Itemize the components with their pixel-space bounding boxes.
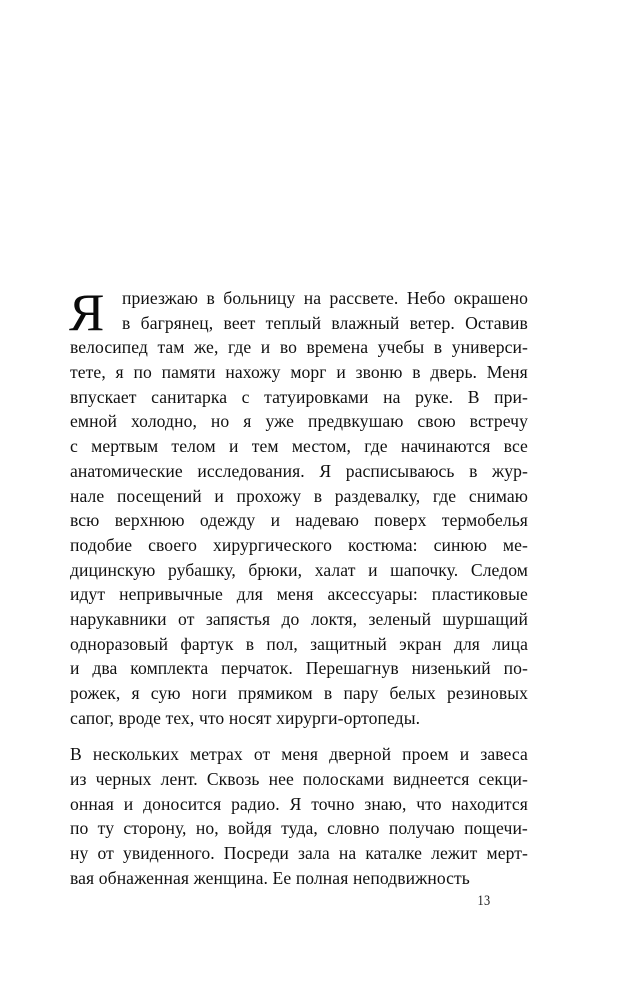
word: в — [245, 633, 255, 654]
word: я — [115, 362, 124, 383]
word: холодно, — [130, 411, 197, 432]
word: туда, — [281, 818, 318, 839]
word: Оставив — [465, 312, 528, 333]
text-line — [70, 708, 528, 733]
word: неподвижность — [352, 867, 470, 888]
word: радио. — [231, 793, 280, 814]
text-line — [70, 868, 528, 893]
word: ме- — [502, 534, 528, 555]
word: больницу — [223, 288, 296, 308]
word: меня — [281, 744, 319, 765]
word: свою — [417, 411, 456, 432]
word: В — [467, 386, 480, 407]
word: универси- — [451, 337, 528, 358]
word: мертвым — [91, 436, 159, 457]
word: руке. — [415, 386, 454, 407]
word: до — [281, 608, 300, 629]
word: пол, — [266, 633, 298, 654]
word: учебы — [377, 337, 425, 358]
word: приезжаю — [122, 288, 199, 308]
word: и — [260, 337, 271, 358]
word: влажный — [331, 312, 400, 333]
word: в — [323, 683, 333, 703]
word: ветер. — [409, 312, 455, 333]
word: начинаются — [400, 436, 491, 457]
word: находится — [451, 793, 528, 814]
word: времена — [306, 337, 369, 358]
word: в — [313, 485, 323, 506]
word: синюю — [433, 534, 487, 555]
text-line — [70, 744, 528, 769]
word: в — [206, 288, 215, 308]
paragraph — [70, 744, 528, 892]
word: нале — [70, 485, 105, 506]
word: непривычные — [119, 584, 223, 605]
word: что — [198, 707, 225, 728]
word: точно — [311, 793, 355, 814]
word: шапочку. — [390, 559, 459, 580]
text-line — [70, 510, 528, 535]
word: Ее — [272, 867, 292, 888]
word: своего — [148, 534, 198, 555]
word: Следом — [470, 559, 528, 580]
word: по — [133, 362, 152, 383]
word: верхнюю — [114, 510, 185, 531]
word: сторону, — [123, 818, 187, 839]
word: тех, — [165, 707, 195, 728]
word: сапог, — [70, 707, 114, 728]
word: на — [303, 288, 322, 308]
word: от — [253, 744, 271, 765]
word: по — [70, 818, 89, 839]
text-line — [70, 387, 528, 412]
text-line — [122, 288, 528, 313]
word: вая — [70, 867, 95, 888]
word: халат — [314, 559, 356, 580]
word: знаю, — [364, 793, 407, 814]
word: в — [412, 362, 421, 383]
page-text-block — [69, 284, 528, 893]
word: обнаженная — [98, 867, 190, 888]
word: Посреди — [223, 843, 289, 864]
word: Я — [289, 793, 302, 814]
text-line — [70, 337, 528, 362]
text-line — [70, 818, 528, 843]
word: виднеется — [393, 769, 470, 790]
word: фартук — [180, 633, 234, 654]
word: где — [432, 485, 457, 506]
word: где — [227, 337, 252, 358]
paragraph — [69, 284, 528, 732]
text-line — [70, 634, 528, 659]
word: локтя, — [310, 608, 358, 629]
word: рубашку, — [167, 559, 236, 580]
word: и — [270, 510, 281, 531]
word: Сквозь — [206, 769, 260, 790]
word: встречу — [469, 411, 528, 432]
word: поверх — [374, 510, 427, 531]
word: и — [228, 436, 239, 457]
word: уже — [265, 411, 294, 432]
word: дицинскую — [70, 559, 156, 580]
word: черных — [95, 769, 152, 790]
word: ту — [97, 818, 115, 839]
word: памяти — [161, 362, 216, 383]
word: онная — [70, 793, 114, 814]
text-line — [70, 560, 528, 585]
word: там — [157, 337, 185, 358]
word: санитарка — [151, 386, 228, 407]
word: одноразовый — [70, 633, 169, 654]
word: во — [279, 337, 297, 358]
word: защитный — [310, 633, 387, 654]
word: женщина. — [193, 867, 268, 888]
word: полная — [295, 867, 349, 888]
word: снимаю — [468, 485, 528, 506]
word: я — [131, 683, 140, 703]
word: всю — [70, 510, 100, 531]
word: полосками — [302, 769, 385, 790]
word: и — [368, 559, 378, 580]
text-line — [70, 362, 528, 387]
word: В — [70, 744, 82, 765]
page-number: 13 — [477, 893, 491, 909]
word: и — [214, 485, 224, 506]
word: экран — [399, 633, 442, 654]
text-line — [70, 486, 528, 511]
word: ноги — [191, 683, 227, 703]
word: раздевалку, — [334, 485, 421, 506]
word: подобие — [70, 534, 133, 555]
word: исследования. — [197, 460, 305, 481]
text-line — [70, 436, 528, 461]
word: нарукавники — [70, 608, 167, 629]
word: словно — [327, 818, 380, 839]
word: доносится — [143, 793, 222, 814]
text-line — [70, 411, 528, 436]
word: с — [241, 386, 250, 407]
text-line — [70, 769, 528, 794]
word: же, — [194, 337, 219, 358]
word: впускает — [70, 386, 137, 407]
word: в — [122, 312, 131, 333]
word: комплекта — [130, 658, 209, 679]
word: велосипед — [70, 337, 148, 358]
word: термобелья — [441, 510, 528, 531]
word: на — [383, 386, 401, 407]
text-line — [70, 794, 528, 819]
word: для — [453, 633, 480, 654]
word: Перешагнув — [305, 658, 399, 679]
text-line — [70, 609, 528, 634]
text-line — [70, 584, 528, 609]
word: в — [433, 337, 443, 358]
word: хирургического — [212, 534, 333, 555]
word: теплый — [265, 312, 322, 333]
word: увиденного. — [122, 843, 215, 864]
word: рассвете. — [329, 288, 399, 308]
text-line — [70, 658, 528, 683]
word: два — [92, 658, 118, 679]
word: расписываюсь — [345, 460, 455, 481]
word: одежду — [199, 510, 256, 531]
word: дверной — [329, 744, 392, 765]
word: лица — [492, 633, 528, 654]
word: проем — [402, 744, 449, 765]
word: на — [338, 843, 357, 864]
word: в — [469, 460, 478, 481]
text-line — [70, 683, 528, 708]
word: сую — [150, 683, 181, 703]
word: окрашено — [453, 288, 528, 308]
word: пару — [343, 683, 379, 703]
word: и — [459, 744, 470, 765]
word: ну — [70, 843, 89, 864]
word: где — [364, 436, 388, 457]
word: из — [70, 769, 87, 790]
word: запястья — [205, 608, 271, 629]
word: зеленый — [368, 608, 432, 629]
word: костюма: — [348, 534, 418, 555]
word: хирурги-ортопеды. — [276, 707, 421, 728]
word: белых — [389, 683, 436, 703]
word: жур- — [492, 460, 528, 481]
text-line — [70, 843, 528, 868]
word: прохожу — [236, 485, 302, 506]
word: дверь. — [430, 362, 478, 383]
word: татуировками — [264, 386, 369, 407]
text-line — [70, 461, 528, 486]
word: нее — [268, 769, 294, 790]
word: Меня — [486, 362, 528, 383]
word: перчаток. — [221, 658, 293, 679]
word: посещений — [116, 485, 202, 506]
word: местом, — [291, 436, 352, 457]
word: меня — [276, 584, 314, 605]
word: лент. — [160, 769, 198, 790]
word: низенький — [411, 658, 491, 679]
word: от — [178, 608, 195, 629]
word: метрах — [190, 744, 243, 765]
word: емной — [70, 411, 117, 432]
word: при- — [494, 386, 528, 407]
word: носят — [228, 707, 272, 728]
word: завеса — [480, 744, 528, 765]
text-line — [122, 313, 528, 338]
word: с — [70, 436, 78, 457]
word: идут — [70, 584, 106, 605]
word: тем — [251, 436, 279, 457]
word: тете, — [70, 362, 106, 383]
word: все — [503, 436, 528, 457]
word: надеваю — [295, 510, 359, 531]
word: для — [236, 584, 263, 605]
word: и — [70, 658, 80, 679]
word: но — [210, 411, 230, 432]
word: нахожу — [225, 362, 281, 383]
word: войдя — [228, 818, 272, 839]
word: лежит — [431, 843, 478, 864]
word: прямиком — [238, 683, 313, 703]
word: по- — [503, 658, 528, 679]
word: брюки, — [248, 559, 303, 580]
word: резиновых — [446, 683, 528, 703]
word: нескольких — [92, 744, 179, 765]
word: и — [336, 362, 346, 383]
text-line — [70, 535, 528, 560]
word: предвкушаю — [307, 411, 404, 432]
word: веет — [223, 312, 256, 333]
word: пощечи- — [464, 818, 528, 839]
word: рожек, — [70, 683, 121, 703]
word: получаю — [388, 818, 455, 839]
word: зала — [297, 843, 330, 864]
word: вроде — [118, 707, 162, 728]
word: каталке — [365, 843, 423, 864]
word: Небо — [406, 288, 446, 308]
word: я — [243, 411, 252, 432]
word: что — [416, 793, 442, 814]
word: звоню — [355, 362, 403, 383]
word: Я — [319, 460, 332, 481]
word: от — [97, 843, 114, 864]
word: мерт- — [486, 843, 528, 864]
word: секци- — [478, 769, 528, 790]
word: морг — [290, 362, 327, 383]
word: шуршащий — [442, 608, 528, 629]
word: но, — [195, 818, 219, 839]
word: анатомические — [70, 460, 183, 481]
drop-cap: Я — [69, 284, 105, 342]
word: телом — [171, 436, 216, 457]
word: багрянец, — [140, 312, 214, 333]
word: и — [123, 793, 134, 814]
word: аксессуары: — [327, 584, 418, 605]
word: пластиковые — [431, 584, 528, 605]
